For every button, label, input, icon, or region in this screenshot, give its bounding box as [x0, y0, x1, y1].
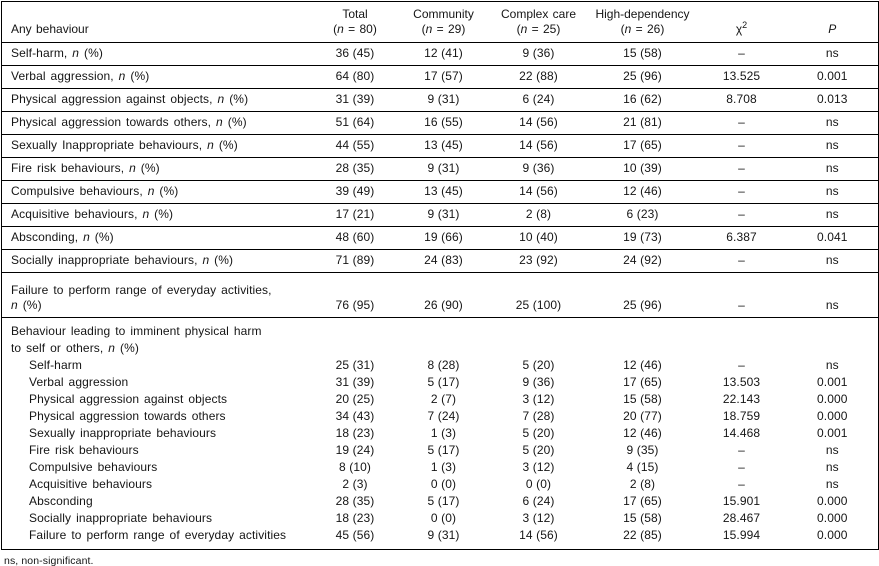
- row-label: Compulsive behaviours, n (%): [2, 181, 312, 204]
- table-row: [2, 89, 879, 112]
- cell-high-dependency: 17 (65): [623, 375, 662, 389]
- table-header-row: [2, 2, 879, 43]
- cell-complex-care: 14 (56): [489, 181, 589, 204]
- cell-complex-care: 9 (36): [522, 375, 555, 389]
- cell-chi-square: –: [697, 181, 787, 204]
- cell-chi-square: –: [738, 358, 745, 372]
- cell-chi-square: –: [697, 204, 787, 227]
- cell-community: 0 (0): [430, 477, 457, 491]
- table-row: [2, 318, 879, 358]
- cell-high-dependency: 17 (65): [589, 135, 697, 158]
- cell-p: [787, 318, 879, 358]
- cell-high-dependency: 24 (92): [589, 250, 697, 273]
- table-row: [2, 476, 879, 493]
- cell-community: 0 (0): [430, 511, 457, 525]
- row-label: Compulsive behaviours: [29, 460, 158, 474]
- row-label: Sexually inappropriate behaviours: [29, 426, 217, 440]
- cell-total: 39 (49): [312, 181, 399, 204]
- cell-complex-care: 10 (40): [489, 227, 589, 250]
- cell-community: 5 (17): [427, 375, 460, 389]
- cell-community: 13 (45): [399, 181, 489, 204]
- column-header-complex-care: Complex care (n = 25): [489, 2, 589, 43]
- cell-complex-care: 9 (36): [489, 158, 589, 181]
- column-header-chi-square: $\chi^2$: [697, 2, 787, 43]
- cell-complex-care: 14 (56): [489, 112, 589, 135]
- row-label: Verbal aggression: [29, 375, 129, 389]
- cell-p: ns: [825, 477, 839, 491]
- cell-total: 8 (10): [339, 460, 371, 474]
- behaviour-frequency-table: [1, 1, 879, 550]
- cell-total: 25 (31): [335, 358, 375, 372]
- cell-complex-care: 0 (0): [525, 477, 552, 491]
- row-label: Socially inappropriate behaviours, n (%): [2, 250, 312, 273]
- cell-high-dependency: 12 (46): [589, 181, 697, 204]
- cell-community: 8 (28): [427, 358, 460, 372]
- table-row: [2, 250, 879, 273]
- table-row: [2, 273, 879, 318]
- cell-high-dependency: 16 (62): [589, 89, 697, 112]
- cell-chi-square: 28.467: [722, 511, 761, 525]
- table-row: [2, 112, 879, 135]
- cell-total: 34 (43): [335, 409, 375, 423]
- cell-p: ns: [787, 204, 879, 227]
- row-label: Self-harm, n (%): [2, 43, 312, 66]
- column-header-community: Community (n = 29): [399, 2, 489, 43]
- row-label: Self-harm: [29, 358, 82, 372]
- cell-chi-square: 8.708: [697, 89, 787, 112]
- cell-chi-square: 15.901: [722, 494, 761, 508]
- cell-p: ns: [787, 181, 879, 204]
- cell-high-dependency: 4 (15): [626, 460, 659, 474]
- table-row: [2, 391, 879, 408]
- cell-high-dependency: 25 (96): [589, 66, 697, 89]
- cell-community: 13 (45): [399, 135, 489, 158]
- cell-complex-care: 5 (20): [522, 426, 555, 440]
- cell-p: 0.000: [816, 511, 848, 525]
- cell-total: 76 (95): [312, 273, 399, 318]
- cell-chi-square: –: [697, 112, 787, 135]
- cell-complex-care: 5 (20): [522, 358, 555, 372]
- cell-high-dependency: 12 (46): [623, 426, 662, 440]
- cell-high-dependency: 12 (46): [623, 358, 662, 372]
- row-label: Acquisitive behaviours: [29, 477, 153, 491]
- table-row: [2, 135, 879, 158]
- cell-high-dependency: 19 (73): [589, 227, 697, 250]
- cell-community: 12 (41): [399, 43, 489, 66]
- cell-community: 26 (90): [399, 273, 489, 318]
- cell-p: ns: [825, 460, 839, 474]
- cell-total: 28 (35): [312, 158, 399, 181]
- cell-complex-care: [489, 318, 589, 358]
- cell-complex-care: 23 (92): [489, 250, 589, 273]
- column-header-high-dependency: High-dependency (n = 26): [589, 2, 697, 43]
- cell-community: 17 (57): [399, 66, 489, 89]
- cell-community: 1 (3): [430, 426, 457, 440]
- cell-complex-care: 3 (12): [522, 392, 555, 406]
- table-row: [2, 227, 879, 250]
- cell-total: 64 (80): [312, 66, 399, 89]
- cell-p: ns: [787, 43, 879, 66]
- cell-complex-care: 3 (12): [522, 460, 555, 474]
- cell-p: ns: [825, 358, 839, 372]
- cell-p: ns: [787, 135, 879, 158]
- cell-p: 0.041: [787, 227, 879, 250]
- cell-total: 28 (35): [335, 494, 375, 508]
- cell-high-dependency: 20 (77): [623, 409, 662, 423]
- table-row: [2, 408, 879, 425]
- cell-chi-square: 14.468: [722, 426, 761, 440]
- cell-complex-care: 5 (20): [522, 443, 555, 457]
- cell-total: 17 (21): [312, 204, 399, 227]
- cell-complex-care: 7 (28): [522, 409, 555, 423]
- table-row: [2, 357, 879, 374]
- row-label: Fire risk behaviours: [29, 443, 139, 457]
- table-row: [2, 425, 879, 442]
- cell-p: 0.000: [816, 392, 848, 406]
- cell-total: 48 (60): [312, 227, 399, 250]
- cell-p: 0.001: [787, 66, 879, 89]
- cell-community: 2 (7): [430, 392, 457, 406]
- cell-total: 2 (3): [342, 477, 368, 491]
- cell-p: 0.000: [816, 494, 848, 508]
- cell-total: 31 (39): [335, 375, 375, 389]
- cell-community: [399, 318, 489, 358]
- cell-high-dependency: 6 (23): [589, 204, 697, 227]
- cell-complex-care: 6 (24): [489, 89, 589, 112]
- cell-p: ns: [787, 250, 879, 273]
- cell-chi-square: –: [697, 250, 787, 273]
- table-row: [2, 181, 879, 204]
- cell-high-dependency: 9 (35): [626, 443, 659, 457]
- cell-chi-square: –: [738, 460, 745, 474]
- column-header-any-behaviour: Any behaviour: [2, 2, 312, 43]
- cell-chi-square: [697, 318, 787, 358]
- row-label: Fire risk behaviours, n (%): [2, 158, 312, 181]
- cell-high-dependency: 15 (58): [623, 392, 662, 406]
- cell-total: 19 (24): [335, 443, 375, 457]
- cell-total: 18 (23): [335, 426, 375, 440]
- table-row: [2, 442, 879, 459]
- cell-total: 51 (64): [312, 112, 399, 135]
- cell-complex-care: 9 (36): [489, 43, 589, 66]
- cell-p: ns: [787, 158, 879, 181]
- cell-p: ns: [787, 112, 879, 135]
- cell-community: 5 (17): [427, 494, 460, 508]
- row-label: Physical aggression towards others: [29, 409, 226, 423]
- cell-total: 36 (45): [312, 43, 399, 66]
- cell-chi-square: –: [738, 443, 745, 457]
- cell-community: 24 (83): [399, 250, 489, 273]
- cell-high-dependency: 10 (39): [589, 158, 697, 181]
- table-row: [2, 459, 879, 476]
- cell-community: 19 (66): [399, 227, 489, 250]
- cell-chi-square: 6.387: [697, 227, 787, 250]
- cell-chi-square: 13.525: [697, 66, 787, 89]
- table-body: [2, 43, 879, 550]
- cell-p: 0.001: [816, 375, 848, 389]
- row-label: Socially inappropriate behaviours: [29, 511, 213, 525]
- table-row: [2, 204, 879, 227]
- row-label: Absconding, n (%): [2, 227, 312, 250]
- cell-total: 18 (23): [335, 511, 375, 525]
- cell-p: ns: [787, 273, 879, 318]
- table-row: [2, 158, 879, 181]
- cell-chi-square: –: [697, 273, 787, 318]
- cell-p: 0.013: [787, 89, 879, 112]
- cell-chi-square: –: [697, 135, 787, 158]
- cell-p: 0.001: [816, 426, 848, 440]
- cell-complex-care: 3 (12): [522, 511, 555, 525]
- cell-high-dependency: 21 (81): [589, 112, 697, 135]
- cell-complex-care: 14 (56): [519, 528, 558, 542]
- cell-community: 7 (24): [427, 409, 460, 423]
- table-row: [2, 493, 879, 510]
- cell-p: ns: [825, 443, 839, 457]
- cell-community: 5 (17): [427, 443, 460, 457]
- cell-p: 0.000: [816, 409, 848, 423]
- column-header-p: P: [787, 2, 879, 43]
- table-row: [2, 510, 879, 527]
- cell-community: 9 (31): [399, 158, 489, 181]
- cell-complex-care: 14 (56): [489, 135, 589, 158]
- cell-chi-square: 18.759: [722, 409, 761, 423]
- row-label: Absconding: [29, 494, 93, 508]
- cell-community: 1 (3): [430, 460, 457, 474]
- cell-total: 31 (39): [312, 89, 399, 112]
- cell-complex-care: 2 (8): [489, 204, 589, 227]
- cell-total: 71 (89): [312, 250, 399, 273]
- row-label: Physical aggression against objects: [29, 392, 228, 406]
- cell-p: 0.000: [816, 528, 848, 542]
- row-label: Physical aggression towards others, n (%): [2, 112, 312, 135]
- table-row: [2, 374, 879, 391]
- cell-chi-square: 22.143: [722, 392, 761, 406]
- cell-total: 44 (55): [312, 135, 399, 158]
- row-label: Acquisitive behaviours, n (%): [2, 204, 312, 227]
- row-label: Failure to perform range of everyday activities: [29, 528, 287, 542]
- cell-high-dependency: 15 (58): [589, 43, 697, 66]
- row-label: Failure to perform range of everyday activities, n (%): [2, 273, 312, 318]
- cell-community: 16 (55): [399, 112, 489, 135]
- column-header-total: Total (n = 80): [312, 2, 399, 43]
- cell-total: 45 (56): [335, 528, 375, 542]
- cell-high-dependency: 15 (58): [623, 511, 662, 525]
- cell-high-dependency: [589, 318, 697, 358]
- cell-chi-square: –: [697, 158, 787, 181]
- cell-total: [312, 318, 399, 358]
- table-row: [2, 66, 879, 89]
- cell-community: 9 (31): [399, 89, 489, 112]
- cell-high-dependency: 25 (96): [589, 273, 697, 318]
- cell-total: 20 (25): [335, 392, 375, 406]
- row-label: Physical aggression against objects, n (%): [2, 89, 312, 112]
- row-label: Verbal aggression, n (%): [2, 66, 312, 89]
- row-label: Sexually Inappropriate behaviours, n (%): [2, 135, 312, 158]
- table-footnote: ns, non-significant.: [4, 555, 94, 566]
- cell-community: 9 (31): [427, 528, 460, 542]
- table-row: [2, 43, 879, 66]
- cell-complex-care: 22 (88): [489, 66, 589, 89]
- row-label: Behaviour leading to imminent physical harm to self or others, n (%): [11, 324, 262, 355]
- cell-community: 9 (31): [399, 204, 489, 227]
- cell-complex-care: 6 (24): [522, 494, 555, 508]
- table-row: [2, 527, 879, 550]
- cell-chi-square: –: [697, 43, 787, 66]
- cell-high-dependency: 2 (8): [629, 477, 656, 491]
- cell-high-dependency: 17 (65): [623, 494, 662, 508]
- cell-chi-square: –: [738, 477, 745, 491]
- cell-complex-care: 25 (100): [489, 273, 589, 318]
- cell-chi-square: 15.994: [722, 528, 761, 542]
- cell-high-dependency: 22 (85): [623, 528, 662, 542]
- cell-chi-square: 13.503: [722, 375, 761, 389]
